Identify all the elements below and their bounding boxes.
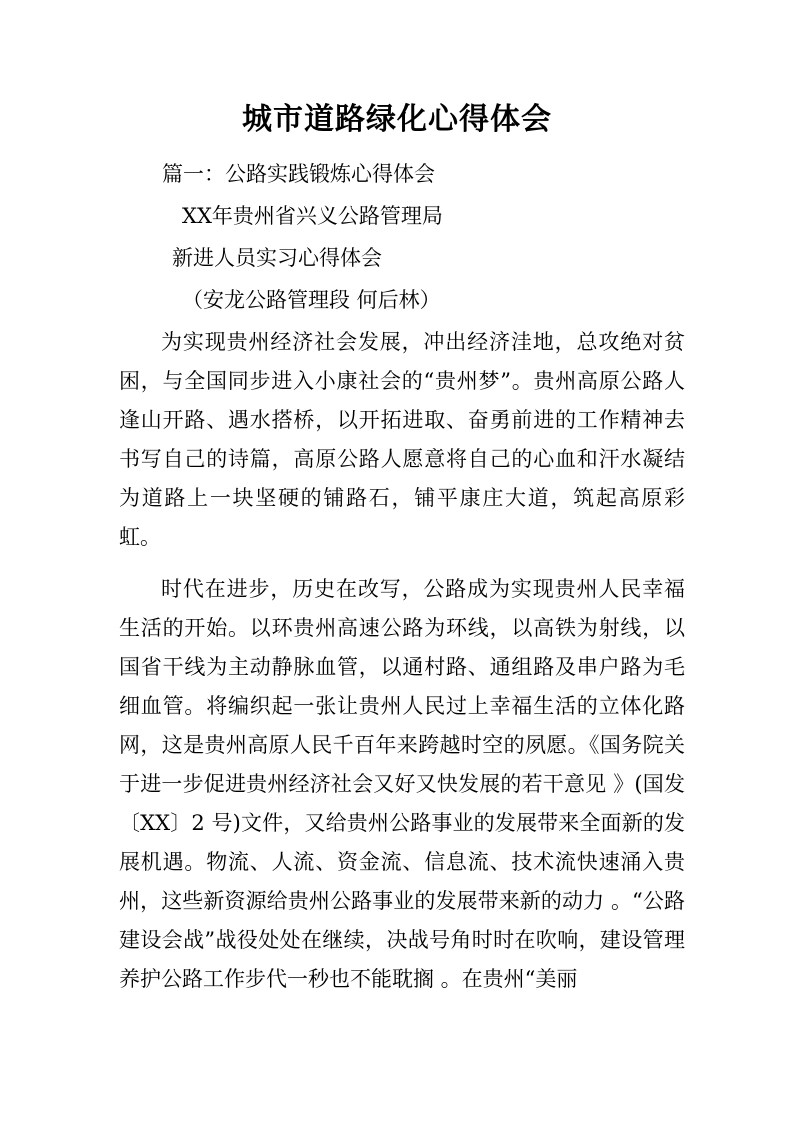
report-title-line: 新进人员实习心得体会 bbox=[172, 246, 382, 270]
organization-line: XX年贵州省兴义公路管理局 bbox=[182, 204, 443, 228]
document-title: 城市道路绿化心得体会 bbox=[242, 102, 552, 137]
article-subheading: 篇一：公路实践锻炼心得体会 bbox=[162, 162, 435, 186]
body-paragraph-2: 时代在进步，历史在改写，公路成为实现贵州人民幸福生活的开始。以环贵州高速公路为环线，以高铁为射线，以国省干线为主动静脉血管，以通村路、通组路及串户路为毛细血管。将编织起一张让贵州人民过上幸福生活的立体化路网，这是贵州高原人民千百年来跨越时空的夙愿。《国务院关于进一步促进贵州经济社会又好又快发展的若干意见 》(国发〔XX〕2 号)文件，又给贵州公路事业的发展带来全面新的发展机遇。物流、人流、资金流、信息流、技术流快速涌入贵州，这些新资源给贵州公路事业的发展带来新的动力 。“公路建设会战”战役处处在继续，决战号角时时在吹响，建设管理养护公路工作步代一秒也不能耽搁 。在贵州“美丽 bbox=[119, 577, 685, 991]
body-paragraph-1: 为实现贵州经济社会发展，冲出经济洼地，总攻绝对贫困，与全国同步进入小康社会的“贵州梦”。贵州高原公路人逢山开路、遇水搭桥，以开拓进取、奋勇前进的工作精神去书写自己的诗篇，高原公路人愿意将自己的心血和汗水凝结为道路上一块坚硬的铺路石，铺平康庄大道，筑起高原彩虹。 bbox=[119, 330, 685, 549]
author-line: （安龙公路管理段 何后林） bbox=[182, 288, 441, 312]
